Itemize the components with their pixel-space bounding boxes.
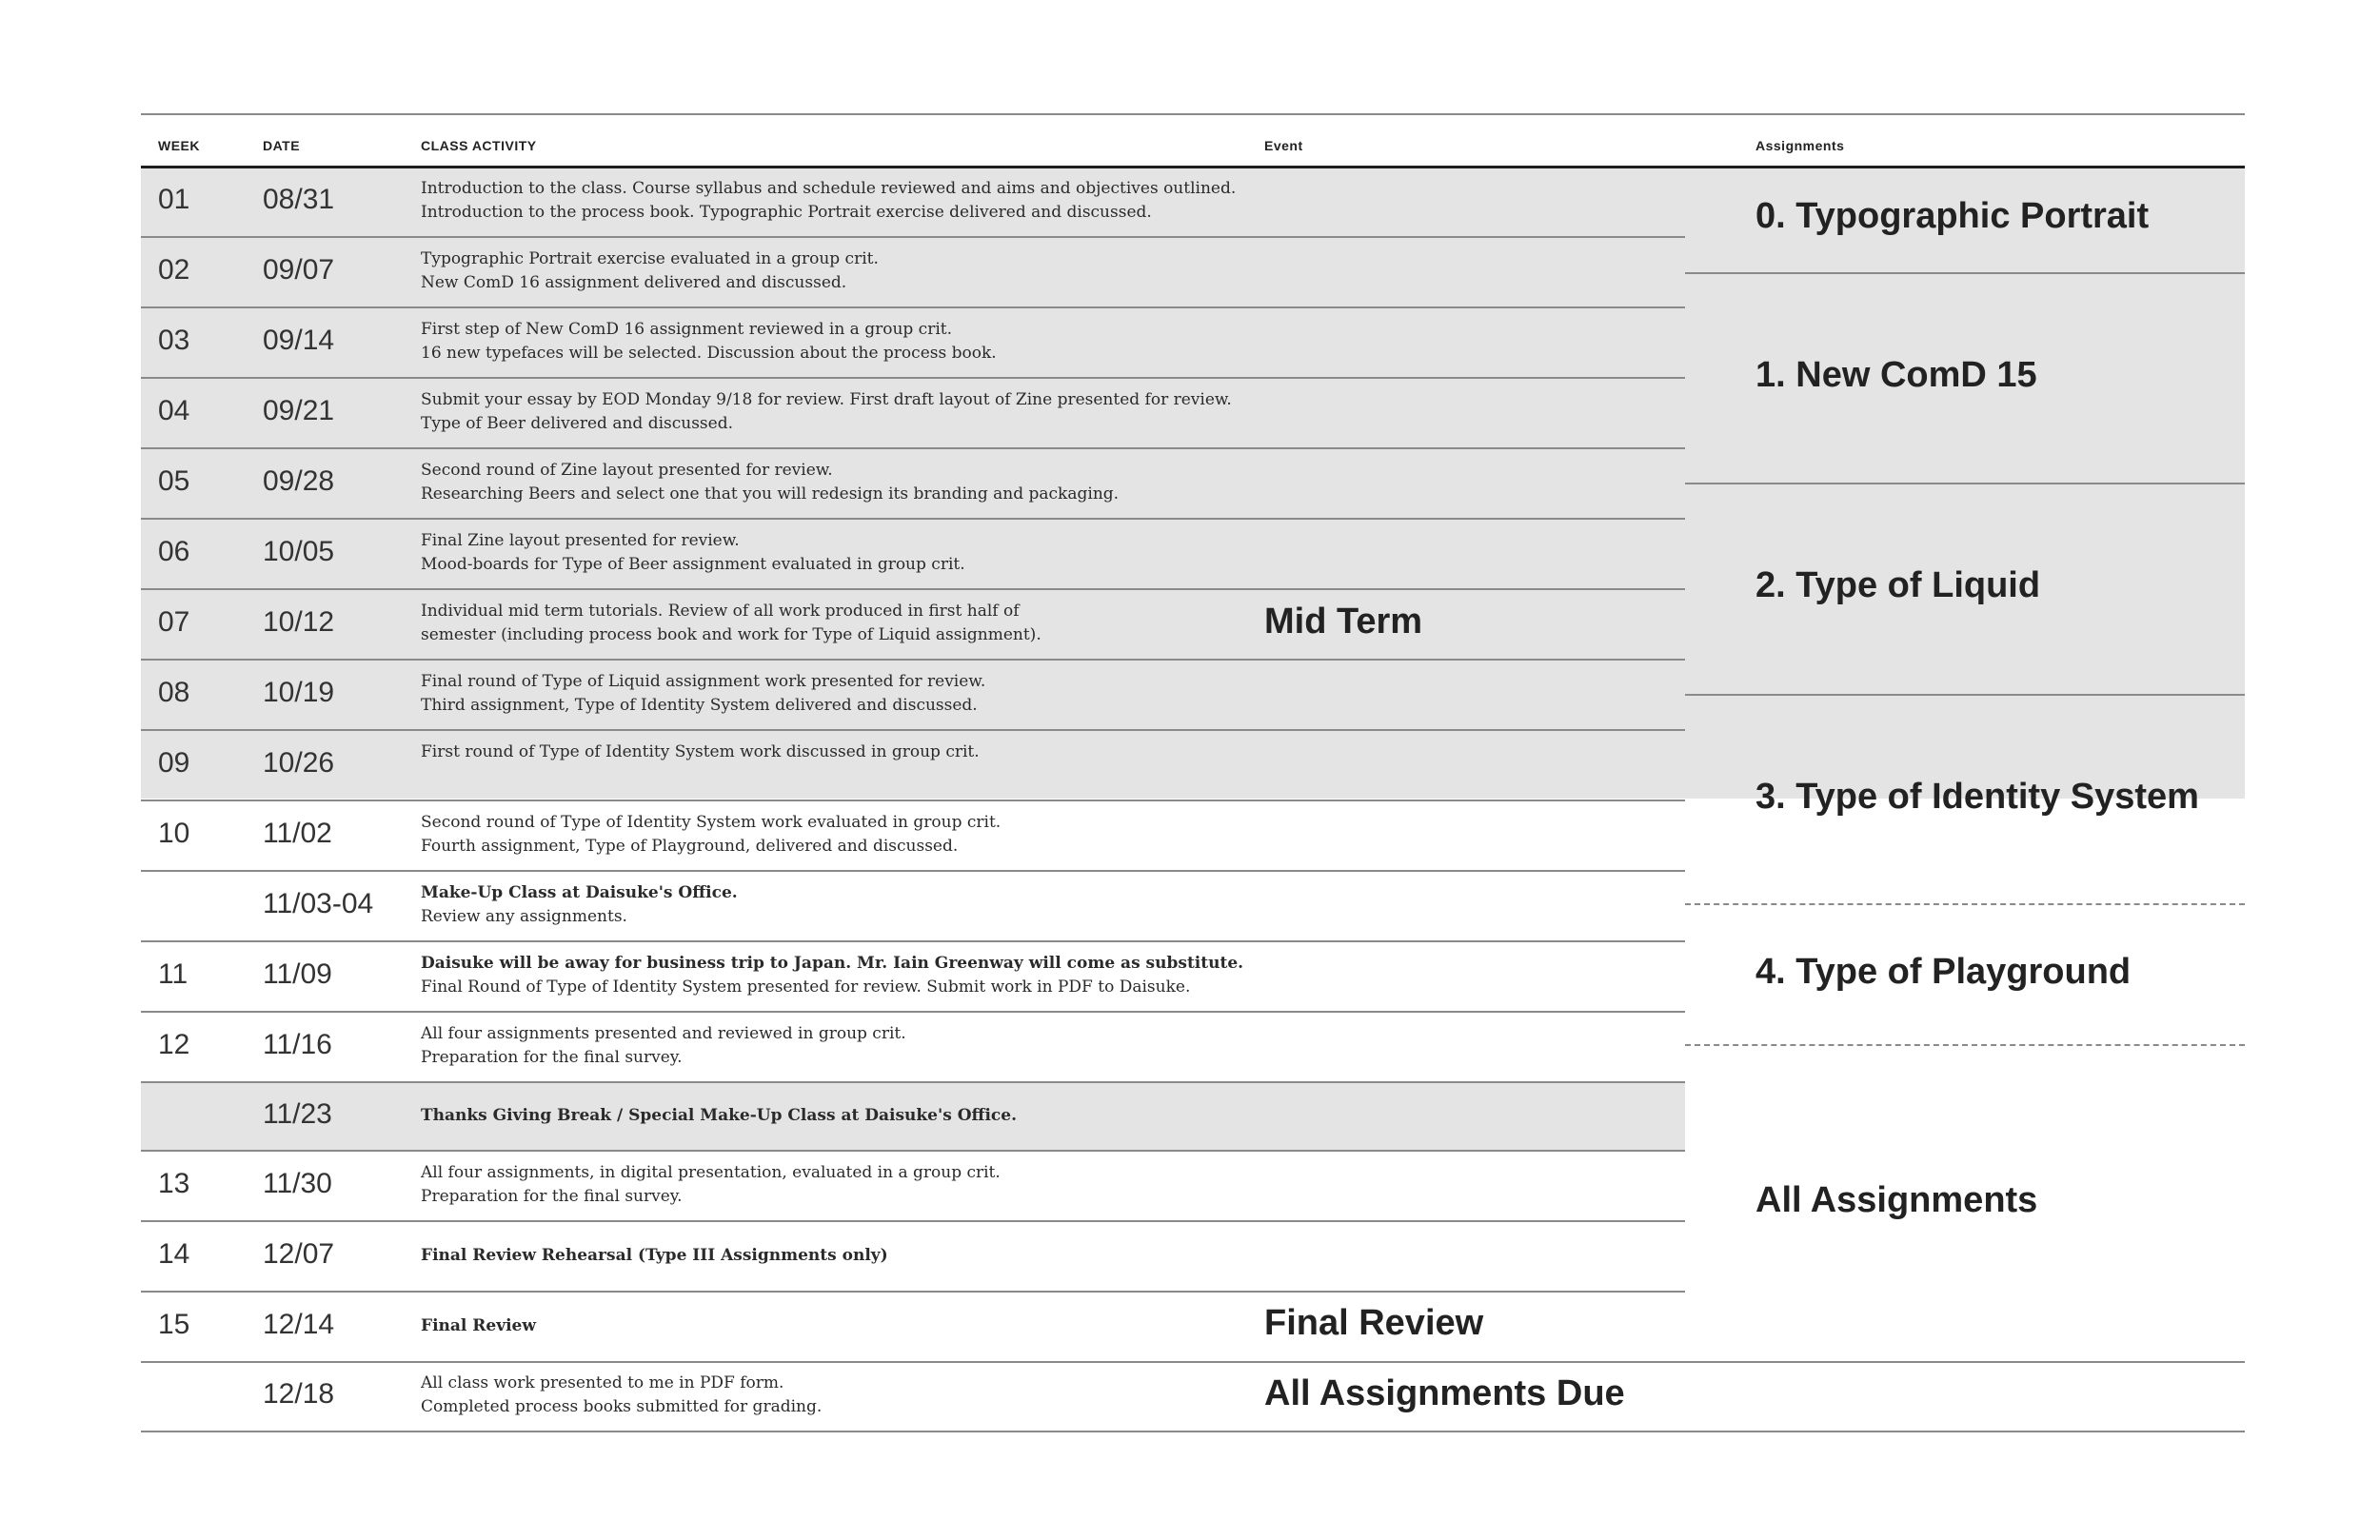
activity-line: Completed process books submitted for grading. bbox=[421, 1397, 823, 1416]
activity-line: All four assignments presented and reviewed in group crit. bbox=[421, 1024, 906, 1043]
event-mid-term: Mid Term bbox=[1264, 602, 1423, 642]
activity-line: Preparation for the final survey. bbox=[421, 1187, 683, 1206]
row-rule bbox=[141, 447, 1685, 449]
week-number: 06 bbox=[158, 536, 190, 567]
row-date: 11/16 bbox=[263, 1029, 332, 1060]
activity-line: Final round of Type of Liquid assignment work presented for review. bbox=[421, 672, 986, 691]
header-event: Event bbox=[1264, 138, 1303, 153]
class-activity bbox=[421, 1372, 822, 1419]
activity-line: Typographic Portrait exercise evaluated in a group crit. bbox=[421, 249, 879, 268]
assignment-label: All Assignments bbox=[1755, 1180, 2038, 1220]
row-date: 11/03-04 bbox=[263, 888, 374, 919]
class-activity bbox=[421, 1161, 1001, 1209]
week-number: 08 bbox=[158, 677, 190, 708]
week-number: 04 bbox=[158, 395, 190, 426]
activity-line: Preparation for the final survey. bbox=[421, 1048, 683, 1067]
assignment-rule bbox=[1685, 272, 2245, 274]
assignment-dashed-rule bbox=[1685, 903, 2245, 905]
event-final-review: Final Review bbox=[1264, 1303, 1484, 1343]
row-date: 09/21 bbox=[263, 395, 335, 426]
activity-line: Make-Up Class at Daisuke's Office. bbox=[421, 883, 738, 902]
assignment-dashed-rule bbox=[1685, 1044, 2245, 1046]
row-date: 09/14 bbox=[263, 325, 335, 356]
class-activity bbox=[421, 1244, 888, 1268]
week-number: 09 bbox=[158, 747, 190, 779]
row-rule-full bbox=[141, 1361, 2245, 1363]
activity-line: Thanks Giving Break / Special Make-Up Class at Daisuke's Office. bbox=[421, 1106, 1017, 1125]
week-number: 13 bbox=[158, 1168, 190, 1199]
activity-line: Second round of Type of Identity System work evaluated in group crit. bbox=[421, 813, 1002, 832]
assignment-label: 2. Type of Liquid bbox=[1755, 565, 2041, 605]
class-activity bbox=[421, 740, 980, 764]
row-rule bbox=[141, 1150, 1685, 1152]
activity-line: All class work presented to me in PDF form. bbox=[421, 1373, 784, 1392]
activity-line: New ComD 16 assignment delivered and discussed. bbox=[421, 273, 847, 292]
activity-line: semester (including process book and work for Type of Liquid assignment). bbox=[421, 625, 1041, 644]
class-activity bbox=[421, 881, 738, 929]
row-date: 11/23 bbox=[263, 1098, 332, 1130]
activity-line: Introduction to the process book. Typographic Portrait exercise delivered and discussed. bbox=[421, 203, 1152, 222]
activity-line: 16 new typefaces will be selected. Discussion about the process book. bbox=[421, 344, 997, 363]
class-activity bbox=[421, 247, 879, 295]
class-activity bbox=[421, 177, 1236, 225]
assignment-rule bbox=[1685, 694, 2245, 696]
row-rule bbox=[141, 870, 1685, 872]
class-activity bbox=[421, 529, 965, 577]
activity-line: Second round of Zine layout presented for review. bbox=[421, 461, 833, 480]
row-date: 11/30 bbox=[263, 1168, 332, 1199]
assignment-label: 3. Type of Identity System bbox=[1755, 777, 2199, 817]
activity-line: First step of New ComD 16 assignment reviewed in a group crit. bbox=[421, 320, 953, 339]
row-date: 10/19 bbox=[263, 677, 335, 708]
row-date: 12/14 bbox=[263, 1309, 335, 1340]
class-activity bbox=[421, 459, 1119, 506]
activity-line: Daisuke will be away for business trip to Japan. Mr. Iain Greenway will come as substitute. bbox=[421, 954, 1244, 973]
row-date: 11/02 bbox=[263, 818, 332, 849]
activity-line: Fourth assignment, Type of Playground, delivered and discussed. bbox=[421, 837, 959, 856]
activity-line: Mood-boards for Type of Beer assignment evaluated in group crit. bbox=[421, 555, 965, 574]
week-number: 02 bbox=[158, 254, 190, 286]
activity-line: Introduction to the class. Course syllabus and schedule reviewed and aims and objectives outlined. bbox=[421, 179, 1237, 198]
week-number: 07 bbox=[158, 606, 190, 638]
activity-line: Individual mid term tutorials. Review of all work produced in first half of bbox=[421, 602, 1020, 621]
row-date: 10/12 bbox=[263, 606, 335, 638]
row-date: 10/05 bbox=[263, 536, 335, 567]
activity-line: Final Review bbox=[421, 1316, 537, 1335]
class-activity bbox=[421, 318, 997, 365]
week-number: 01 bbox=[158, 184, 190, 215]
activity-line: Final Round of Type of Identity System presented for review. Submit work in PDF to Daisuke. bbox=[421, 977, 1191, 997]
row-date: 12/07 bbox=[263, 1238, 335, 1270]
class-activity bbox=[421, 388, 1232, 436]
top-rule bbox=[141, 113, 2245, 115]
header-week: WEEK bbox=[158, 138, 200, 153]
week-number: 11 bbox=[158, 958, 188, 990]
row-rule bbox=[141, 306, 1685, 308]
assignment-label: 0. Typographic Portrait bbox=[1755, 196, 2150, 236]
week-number: 12 bbox=[158, 1029, 190, 1060]
header-rule bbox=[141, 166, 2245, 168]
week-number: 15 bbox=[158, 1309, 190, 1340]
class-activity bbox=[421, 811, 1001, 859]
row-rule bbox=[141, 588, 1685, 590]
row-rule bbox=[141, 940, 1685, 942]
activity-line: Submit your essay by EOD Monday 9/18 for review. First draft layout of Zine presented for review. bbox=[421, 390, 1232, 409]
row-date: 09/28 bbox=[263, 465, 335, 497]
class-activity bbox=[421, 1104, 1017, 1128]
row-rule bbox=[141, 1011, 1685, 1013]
week-number: 14 bbox=[158, 1238, 190, 1270]
class-activity bbox=[421, 670, 985, 718]
activity-line: Type of Beer delivered and discussed. bbox=[421, 414, 733, 433]
row-date: 09/07 bbox=[263, 254, 335, 286]
row-date: 08/31 bbox=[263, 184, 335, 215]
row-rule bbox=[141, 659, 1685, 661]
week-number: 03 bbox=[158, 325, 190, 356]
activity-line: Final Zine layout presented for review. bbox=[421, 531, 740, 550]
class-activity bbox=[421, 1022, 906, 1070]
event-all-assignments-due: All Assignments Due bbox=[1264, 1373, 1625, 1413]
activity-line: Final Review Rehearsal (Type III Assignments only) bbox=[421, 1246, 888, 1265]
row-rule bbox=[141, 236, 1685, 238]
class-activity bbox=[421, 952, 1243, 999]
row-rule bbox=[141, 377, 1685, 379]
row-rule bbox=[141, 1291, 1685, 1293]
row-rule bbox=[141, 1081, 1685, 1083]
activity-line: First round of Type of Identity System work discussed in group crit. bbox=[421, 742, 980, 761]
row-rule bbox=[141, 729, 1685, 731]
assignment-rule bbox=[1685, 483, 2245, 484]
row-rule bbox=[141, 800, 1685, 801]
activity-line: Researching Beers and select one that you will redesign its branding and packaging. bbox=[421, 484, 1120, 503]
activity-line: Review any assignments. bbox=[421, 907, 627, 926]
row-rule bbox=[141, 1220, 1685, 1222]
row-date: 10/26 bbox=[263, 747, 335, 779]
header-assignments: Assignments bbox=[1755, 138, 1845, 153]
row-date: 11/09 bbox=[263, 958, 332, 990]
week-number: 05 bbox=[158, 465, 190, 497]
row-date: 12/18 bbox=[263, 1378, 335, 1410]
assignment-label: 4. Type of Playground bbox=[1755, 952, 2132, 992]
activity-line: All four assignments, in digital presentation, evaluated in a group crit. bbox=[421, 1163, 1001, 1182]
class-activity bbox=[421, 1314, 536, 1338]
header-date: DATE bbox=[263, 138, 301, 153]
class-activity bbox=[421, 600, 1041, 647]
week-number: 10 bbox=[158, 818, 190, 849]
bottom-rule bbox=[141, 1431, 2245, 1432]
assignment-label: 1. New ComD 15 bbox=[1755, 355, 2037, 395]
activity-line: Third assignment, Type of Identity System delivered and discussed. bbox=[421, 696, 978, 715]
header-class-activity: CLASS ACTIVITY bbox=[421, 138, 537, 153]
row-rule bbox=[141, 518, 1685, 520]
